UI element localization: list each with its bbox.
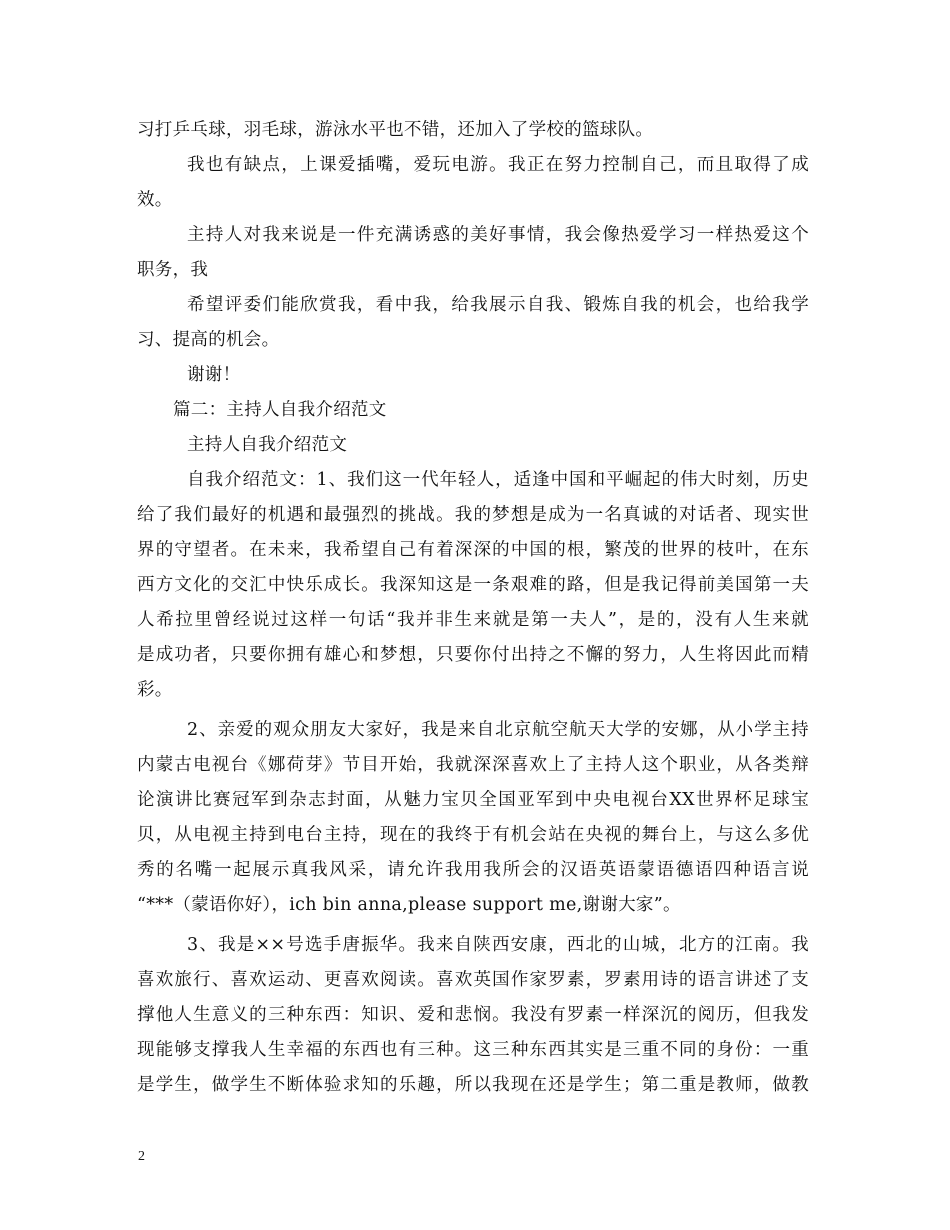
text-line-2: 我也有缺点，上课爱插嘴，爱玩电游。我正在努力控制自己，而且取得了成 xyxy=(187,155,809,175)
text-line-4: 主持人对我来说是一件充满诱惑的美好事情，我会像热爱学习一样热爱这个 xyxy=(187,225,809,245)
text-line-13: 界的守望者。在未来，我希望自己有着深深的中国的根，繁茂的世界的枝叶，在东 xyxy=(137,540,809,560)
text-line-6: 希望评委们能欣赏我，看中我，给我展示自我、锻炼自我的机会，也给我学 xyxy=(187,295,809,315)
text-line-15: 人希拉里曾经说过这样一句话“我并非生来就是第一夫人”，是的，没有人生来就 xyxy=(137,610,809,630)
text-line-16: 是成功者，只要你拥有雄心和梦想，只要你付出持之不懈的努力，人生将因此而精 xyxy=(137,645,809,665)
article-title: 主持人自我介绍范文 xyxy=(187,435,348,455)
text-line-1: 习打乒乓球，羽毛球，游泳水平也不错，还加入了学校的篮球队。 xyxy=(137,120,654,140)
page-number: 2 xyxy=(138,1149,145,1164)
text-line-8: 谢谢！ xyxy=(187,365,241,385)
text-line-14: 西方文化的交汇中快乐成长。我深知这是一条艰难的路，但是我记得前美国第一夫 xyxy=(137,575,809,595)
text-line-7: 习、提高的机会。 xyxy=(137,330,280,350)
text-line-26: 撑他人生意义的三种东西：知识、爱和悲悯。我没有罗素一样深沉的阅历，但我发 xyxy=(137,1005,809,1025)
text-line-24: 3、我是××号选手唐振华。我来自陕西安康，西北的山城，北方的江南。我 xyxy=(187,935,809,955)
text-line-20: 论演讲比赛冠军到杂志封面，从魅力宝贝全国亚军到中央电视台XX世界杯足球宝 xyxy=(137,790,809,810)
text-line-28: 是学生，做学生不断体验求知的乐趣，所以我现在还是学生；第二重是教师，做教 xyxy=(137,1075,809,1095)
text-line-3: 效。 xyxy=(137,190,173,210)
text-line-18: 2、亲爱的观众朋友大家好，我是来自北京航空航天大学的安娜，从小学主持 xyxy=(187,720,809,740)
text-line-21: 贝，从电视主持到电台主持，现在的我终于有机会站在央视的舞台上，与这么多优 xyxy=(137,825,809,845)
text-line-11: 自我介绍范文：1、我们这一代年轻人，适逢中国和平崛起的伟大时刻，历史 xyxy=(187,470,809,490)
text-line-25: 喜欢旅行、喜欢运动、更喜欢阅读。喜欢英国作家罗素，罗素用诗的语言讲述了支 xyxy=(137,970,809,990)
text-line-12: 给了我们最好的机遇和最强烈的挑战。我的梦想是成为一名真诚的对话者、现实世 xyxy=(137,505,809,525)
text-line-17: 彩。 xyxy=(137,680,173,700)
text-line-19: 内蒙古电视台《娜荷芽》节目开始，我就深深喜欢上了主持人这个职业，从各类辩 xyxy=(137,755,809,775)
text-line-23: “***（蒙语你好），ich bin anna,please support me,谢谢大家”。 xyxy=(137,895,681,915)
text-line-5: 职务，我 xyxy=(137,260,209,280)
text-line-27: 现能够支撑我人生幸福的东西也有三种。这三种东西其实是三重不同的身份：一重 xyxy=(137,1040,809,1060)
text-line-22: 秀的名嘴一起展示真我风采，请允许我用我所会的汉语英语蒙语德语四种语言说 xyxy=(137,860,809,880)
section-heading: 篇二：主持人自我介绍范文 xyxy=(173,400,387,420)
